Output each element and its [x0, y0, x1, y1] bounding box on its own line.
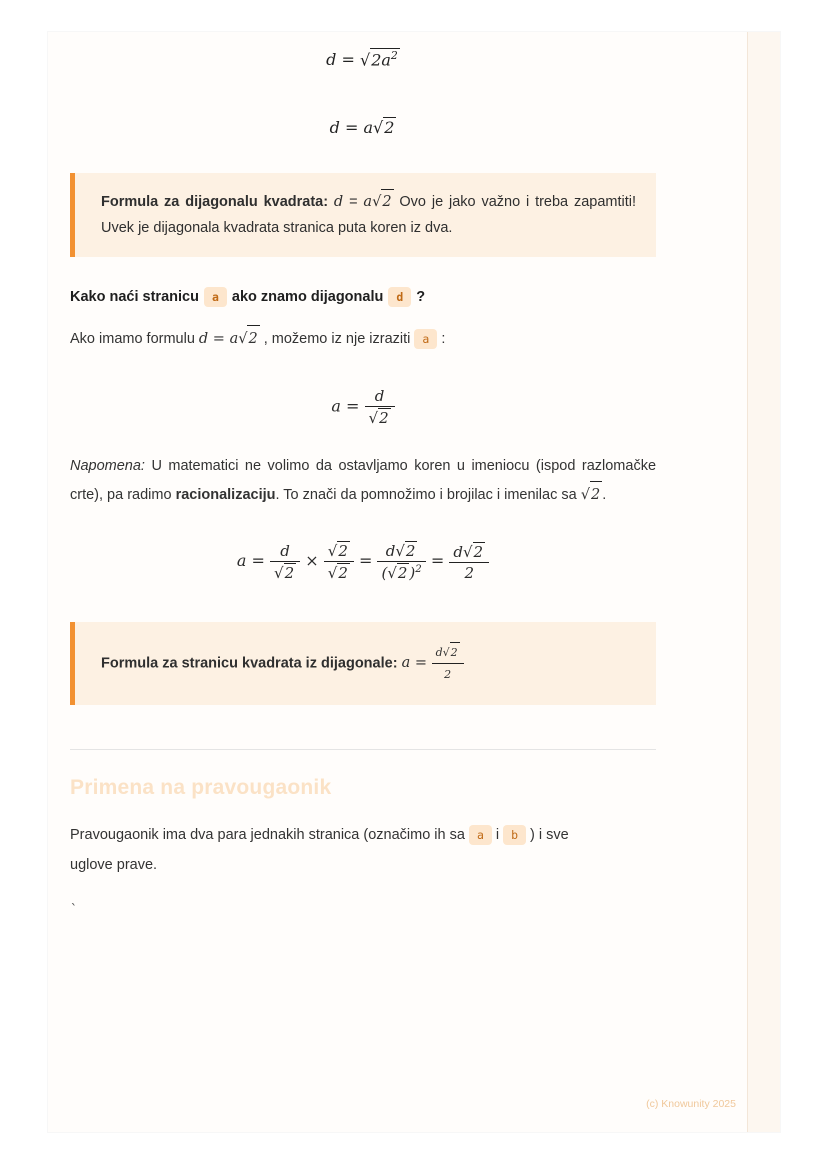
question-heading-part3: ? [416, 289, 426, 306]
note-emphasis: Napomena: [70, 457, 145, 474]
callout-side-title: Formula za stranicu kvadrata iz dijagonale: [101, 655, 398, 672]
chip-a-inline: a [414, 329, 437, 349]
paragraph-rectangle-part2: ) i sve [530, 826, 569, 843]
note-bold: racionalizaciju [175, 486, 276, 503]
callout-diagonal-formula [70, 173, 656, 257]
formula-d-a-sqrt2: d = a√2 [329, 118, 395, 138]
chip-a: a [204, 287, 227, 307]
document-page [48, 32, 780, 1132]
section-divider [70, 749, 656, 750]
question-heading [70, 287, 656, 307]
formula-a-equals-d-over-sqrt2: a = $\frac{d}{√2}$ [70, 387, 656, 427]
paragraph-rectangle-sides [70, 822, 656, 880]
paragraph-derive-a-part3: : [441, 330, 446, 347]
callout-side-from-diagonal [70, 622, 656, 705]
chip-b-rect: b [503, 825, 526, 845]
callout-diagonal-text: Ovo je jako važno i treba zapamtiti! Uvek je dijagonala kvadrata stranica puta koren iz dva. [101, 194, 637, 236]
page-right-margin-strip [747, 32, 780, 1132]
callout-diagonal-title: Formula za dijagonalu kvadrata: [101, 194, 329, 211]
stray-backtick: ` [70, 903, 78, 919]
note-text3: . [602, 486, 607, 503]
note-text2: . To znači da pomnožimo i brojilac i imenilac sa [275, 486, 577, 503]
page-content-area [48, 32, 748, 1132]
note-text1: U matematici ne volimo da ostavljamo koren u imeniocu (ispod razlomačke crte), pa radimo [70, 457, 657, 503]
paragraph-rectangle-part1: Pravougaonik ima dva para jednakih stranica (označimo ih sa [70, 826, 465, 843]
note-rationalization [70, 453, 656, 509]
footer-copyright: (c) Knowunity 2025 [646, 1098, 736, 1110]
paragraph-derive-a-part2: , možemo iz nje izraziti [263, 330, 411, 347]
chip-a-rect: a [469, 825, 492, 845]
section-title-rectangle: Primena na pravougaonik [70, 775, 332, 799]
paragraph-derive-a-part1: Ako imamo formulu [70, 330, 195, 347]
paragraph-derive-a-formula: d = a√2 [199, 325, 260, 353]
question-heading-part2: ako znamo dijagonalu [231, 289, 384, 306]
question-heading-part1: Kako naći stranicu [70, 289, 199, 306]
note-sqrt2: √2 [581, 487, 602, 503]
document-body [70, 32, 656, 918]
paragraph-rectangle-part3: uglove prave. [70, 857, 158, 874]
callout-side-formula: a = $\frac{d√2}{2}$ [402, 655, 464, 671]
formula-rationalization-chain: a = $\frac{d}{√2}$ × $\frac{√2}{√2}$ = $\frac{d√2}{(√2 )^2}$ = $\frac{d√2}{2}$ [70, 541, 656, 582]
formula-d-sqrt-2a2: $d = √2a^2$ [326, 49, 398, 70]
callout-diagonal-inline-formula: d = a√2 [334, 194, 399, 210]
paragraph-derive-a [70, 325, 656, 353]
paragraph-rectangle-conj: i [495, 826, 500, 843]
chip-d: d [388, 287, 411, 307]
